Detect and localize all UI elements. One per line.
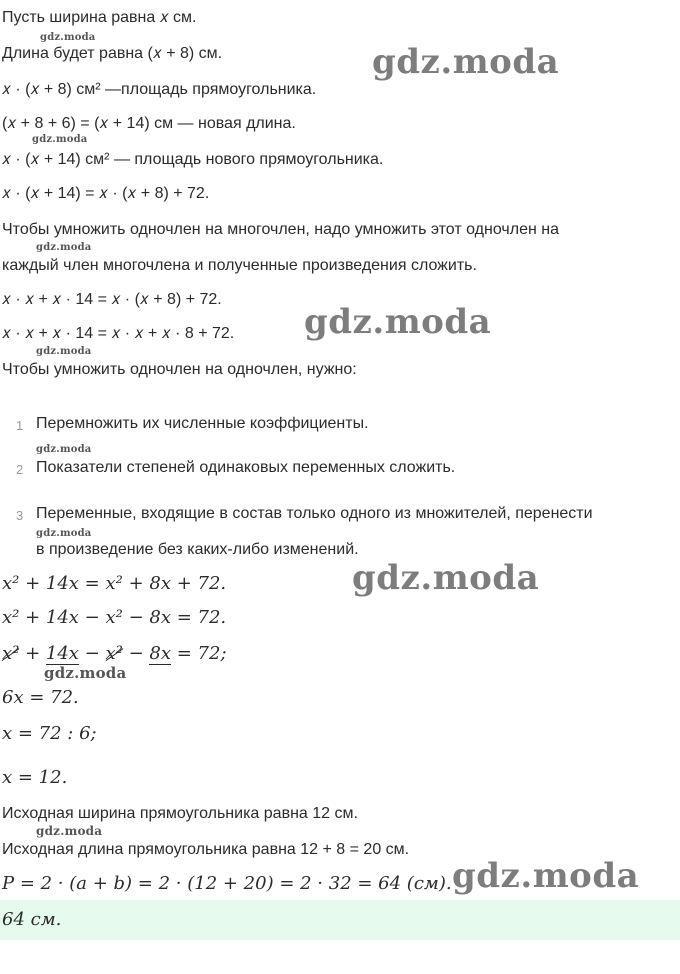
list-number: 1 [16, 418, 24, 433]
watermark-small: gdz.moda [32, 134, 88, 145]
text-line-11: Чтобы умножить одночлен на одночлен, нужно: [2, 361, 357, 378]
watermark-small: gdz.moda [36, 528, 92, 539]
list-number: 3 [16, 508, 24, 523]
cancelled-term: 𝑥² [2, 643, 20, 664]
watermark-small: gdz.moda [36, 444, 92, 455]
text-line-3: 𝑥 · (𝑥 + 8) см² —площадь прямоугольника. [2, 81, 317, 98]
text-line-2: Длина будет равна (𝑥 + 8) см. [2, 45, 223, 62]
text-length: Исходная длина прямоугольника равна 12 + 8 = 20 см. [2, 841, 410, 858]
cancelled-term: 𝑥² [105, 643, 123, 664]
text-line-5: 𝑥 · (𝑥 + 14) см² — площадь нового прямоугольника. [2, 151, 384, 168]
watermark-small: gdz.moda [36, 824, 103, 838]
text-line-4: (𝑥 + 8 + 6) = (𝑥 + 14) см — новая длина. [2, 115, 296, 132]
watermark-large: gdz.moda [304, 302, 492, 342]
text-width: Исходная ширина прямоугольника равна 12 см. [2, 805, 358, 822]
text-line-8: каждый член многочлена и полученные произведения сложить. [2, 257, 477, 274]
list-number: 2 [16, 462, 24, 477]
list-item-text: Показатели степеней одинаковых переменных сложить. [36, 459, 456, 476]
watermark-large: gdz.moda [372, 42, 560, 82]
underlined-term: 14𝑥 [45, 643, 79, 664]
answer-box [0, 900, 680, 940]
equation-6: 𝑥 = 12. [2, 767, 68, 788]
operator: + [19, 643, 46, 664]
operator: − [78, 643, 106, 664]
equation-3 [2, 644, 227, 664]
watermark-small: gdz.moda [36, 346, 92, 357]
list-item-text: Переменные, входящие в состав только одного из множителей, перенести [36, 505, 593, 522]
perimeter-equation: 𝑃 = 2 · (𝑎 + 𝑏) = 2 · (12 + 20) = 2 · 32 = 64 (см). [2, 873, 452, 894]
watermark-small: gdz.moda [36, 242, 92, 253]
equation-2: 𝑥² + 14𝑥 − 𝑥² − 8𝑥 = 72. [2, 607, 227, 628]
list-item-text: Перемножить их численные коэффициенты. [36, 415, 369, 432]
watermark-small: gdz.moda [40, 32, 96, 43]
equation-5: 𝑥 = 72 : 6; [2, 723, 97, 744]
text-line-1: Пусть ширина равна 𝑥 см. [2, 9, 197, 26]
watermark-medium: gdz.moda [44, 664, 127, 682]
underlined-term: 8𝑥 [149, 643, 172, 664]
equation-tail: = 72; [171, 643, 227, 664]
text-line-7: Чтобы умножить одночлен на многочлен, надо умножить этот одночлен на [2, 221, 559, 238]
answer-text: 64 см. [2, 909, 62, 930]
text-line-6: 𝑥 · (𝑥 + 14) = 𝑥 · (𝑥 + 8) + 72. [2, 185, 210, 202]
operator: − [122, 643, 150, 664]
equation-4: 6𝑥 = 72. [2, 687, 79, 708]
watermark-large: gdz.moda [452, 856, 640, 896]
text-line-10: 𝑥 · 𝑥 + 𝑥 · 14 = 𝑥 · 𝑥 + 𝑥 · 8 + 72. [2, 325, 235, 342]
list-item-text-continued: в произведение без каких-либо изменений. [36, 541, 359, 558]
equation-1: 𝑥² + 14𝑥 = 𝑥² + 8𝑥 + 72. [2, 573, 227, 594]
text-line-9: 𝑥 · 𝑥 + 𝑥 · 14 = 𝑥 · (𝑥 + 8) + 72. [2, 291, 222, 308]
watermark-large: gdz.moda [352, 558, 540, 598]
